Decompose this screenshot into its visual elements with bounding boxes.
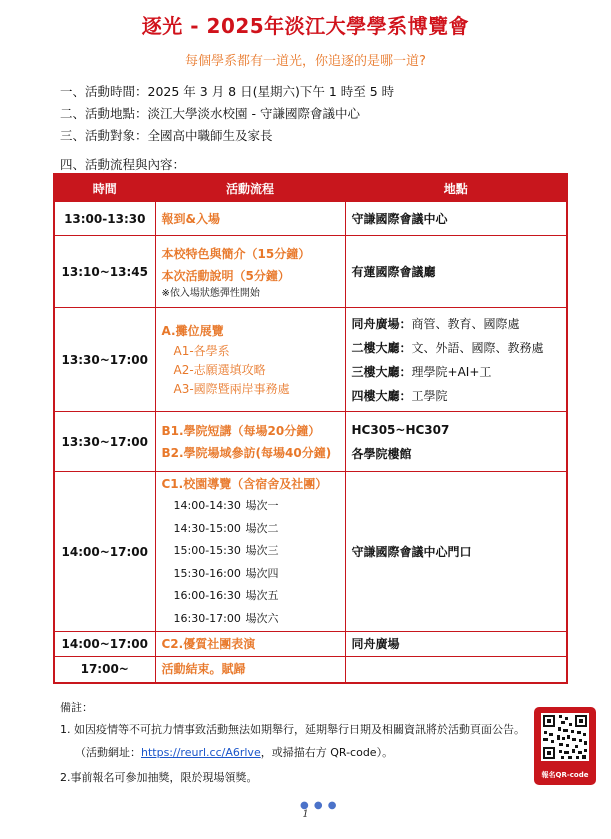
schedule-table <box>53 173 568 684</box>
remark-item-2: 2.事前報名可參加抽獎，限於現場領獎。 <box>60 771 258 784</box>
row-activity: 報到&入場 <box>155 202 345 236</box>
qr-caption: 報名QR-code <box>541 771 589 779</box>
info-schedule-heading: 四、活動流程與內容： <box>60 157 186 172</box>
row-time: 13:00-13:30 <box>54 202 155 236</box>
row-location <box>345 657 567 683</box>
row-location: 守謙國際會議中心 <box>345 202 567 236</box>
remarks-heading: 備註： <box>60 701 93 714</box>
table-row <box>54 472 567 632</box>
row-time: 14:00~17:00 <box>54 472 155 632</box>
tour-slot: 14:30-15:00 場次二 <box>173 521 279 535</box>
row-time: 17:00~ <box>54 657 155 683</box>
row-activity: C2.優質社團表演 <box>155 632 345 657</box>
row-activity: B1.學院短講（每場20分鐘） B2.學院場域參訪(每場40分鐘) <box>155 412 345 472</box>
tour-slot: 15:00-15:30 場次三 <box>173 544 279 557</box>
row-time: 14:00~17:00 <box>54 632 155 657</box>
tour-slot: 14:00-14:30 場次一 <box>173 499 279 512</box>
tour-slot: 16:30-17:00 場次六 <box>173 611 279 625</box>
row-note: ※依入場狀態彈性開始 <box>161 287 260 299</box>
row-activity: C1.校園導覽（含宿舍及社團） 14:00-14:30 場次一 14:30-15:00 場次二 15:00-15:30 場次三 15:30-16:00 場次四 16:00-16:30 場次五 16:30-17:00 場次六 <box>155 472 345 632</box>
tour-slot: 16:00-16:30 場次五 <box>173 589 279 602</box>
qr-code-icon <box>541 713 589 761</box>
tour-slot: 15:30-16:00 場次四 <box>173 566 279 580</box>
page-subtitle: 每個學系都有一道光，你追逐的是哪一道? <box>185 54 426 69</box>
row-time: 13:10~13:45 <box>54 236 155 308</box>
table-row <box>54 412 567 472</box>
table-row <box>54 632 567 657</box>
info-time: 一、活動時間：2025 年 3 月 8 日(星期六)下午 1 時至 5 時 <box>60 84 395 99</box>
row-location: 同舟廣場 <box>345 632 567 657</box>
event-url-link[interactable]: https://reurl.cc/A6rlve <box>141 746 261 759</box>
row-activity: A.攤位展覽 A1-各學系 A2-志願選填攻略 A3-國際暨兩岸事務處 <box>155 308 345 412</box>
row-location: 同舟廣場：商管、教育、國際處 二樓大廳：文、外語、國際、教務處 三樓大廳：理學院+AI+工 四樓大廳：工學院 <box>345 308 567 412</box>
remark-item-1-url: （活動網址：https://reurl.cc/A6rlve，或掃描右方 QR-code）。 <box>75 746 394 759</box>
row-time: 13:30~17:00 <box>54 412 155 472</box>
row-time: 13:30~17:00 <box>54 308 155 412</box>
table-header-row <box>54 174 567 202</box>
table-row <box>54 657 567 683</box>
row-location: 有蓮國際會議廳 <box>345 236 567 308</box>
footer-dots: ● ● ● <box>300 800 338 811</box>
remark-item-1: 1. 如因疫情等不可抗力情事致活動無法如期舉行，延期舉行日期及相關資訊將於活動頁面公告。 <box>60 723 525 736</box>
row-activity: 本校特色與簡介（15分鐘） 本次活動說明（5分鐘） ※依入場狀態彈性開始 <box>155 236 345 308</box>
page-number: 1 <box>302 809 309 820</box>
table-row <box>54 236 567 308</box>
signup-qr-code[interactable] <box>534 707 596 785</box>
col-header-location: 地點 <box>345 174 567 202</box>
table-row <box>54 202 567 236</box>
row-location: 守謙國際會議中心門口 <box>345 472 567 632</box>
info-location: 二、活動地點：淡江大學淡水校園 - 守謙國際會議中心 <box>60 106 360 121</box>
info-audience: 三、活動對象：全國高中職師生及家長 <box>60 128 273 143</box>
row-location: HC305~HC307 各學院樓館 <box>345 412 567 472</box>
col-header-time: 時間 <box>54 174 155 202</box>
row-activity: 活動結束。賦歸 <box>155 657 345 683</box>
page-title: 逐光 - 2025年淡江大學學系博覽會 <box>141 14 470 38</box>
col-header-activity: 活動流程 <box>155 174 345 202</box>
table-row <box>54 308 567 412</box>
